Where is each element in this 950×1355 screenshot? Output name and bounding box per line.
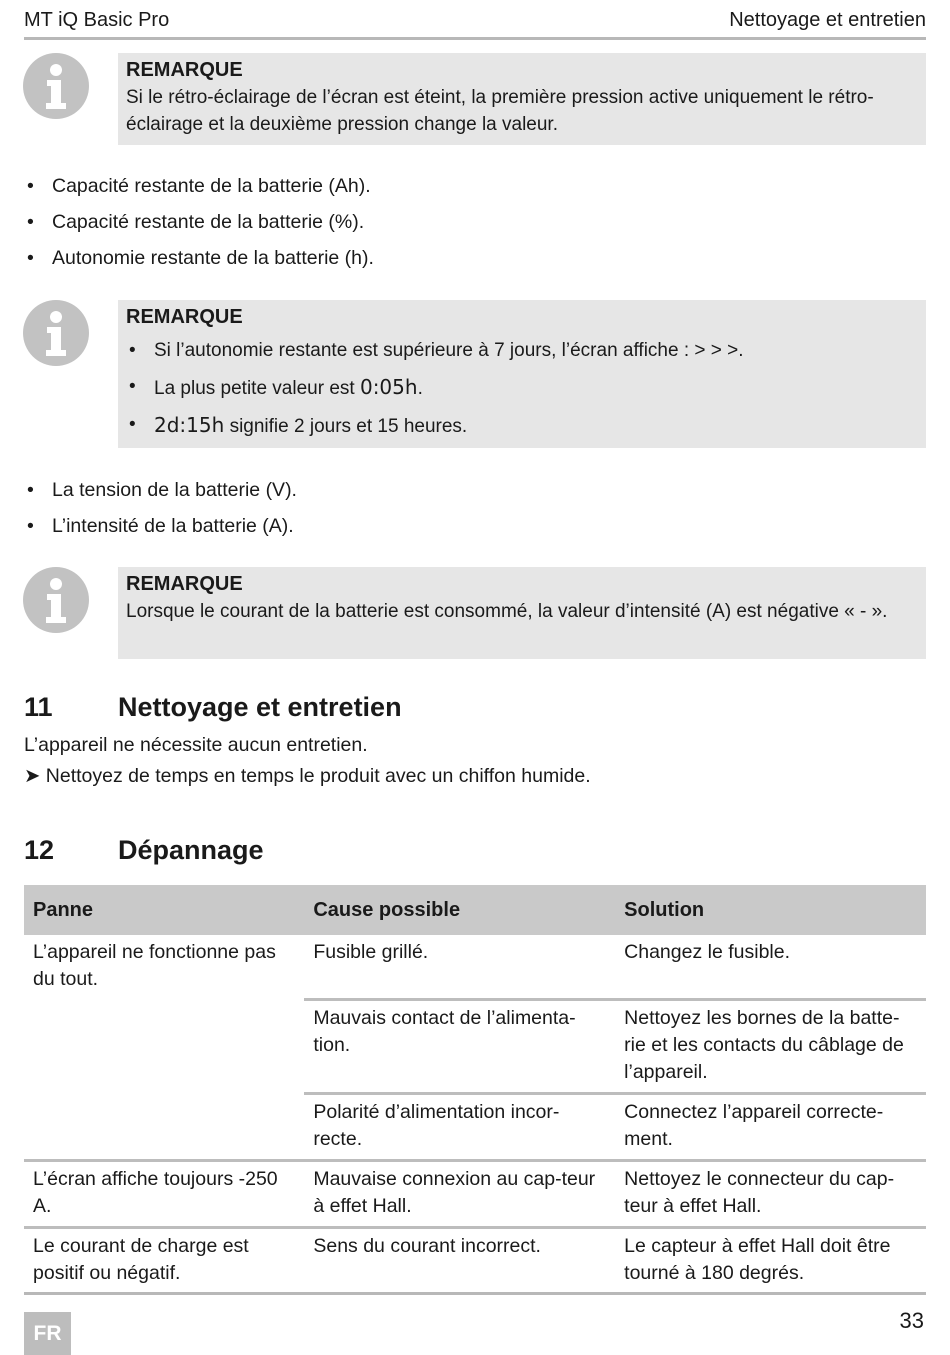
table-row [24,1160,926,1227]
note-title: REMARQUE [126,59,243,81]
page-number: 33 [899,1308,924,1333]
list-item: • Autonomie restante de la batterie (h). [24,240,374,276]
section-number: 12 [24,835,55,865]
arrow-icon: ➤ [24,765,41,787]
list-item: • Capacité restante de la batterie (Ah). [24,168,374,204]
instruction-text: Nettoyez de temps en temps le produit avec un chiffon humide. [45,765,591,787]
cell-panne: L’appareil ne fonctionne pas du tout. [33,941,276,990]
section-number: 11 [24,692,53,722]
cell-panne: Le courant de charge est positif ou négatif. [24,1227,304,1293]
column-header-solution: Solution [615,885,926,935]
note-list [126,333,918,445]
battery-electrical-list [24,472,297,544]
header-product-name: MT iQ Basic Pro [24,9,170,31]
cell-cause: Polarité d’alimentation incor-recte. [304,1093,615,1160]
note-title: REMARQUE [126,306,243,328]
list-item: • Capacité restante de la batterie (%). [24,204,374,240]
header-divider [24,37,926,40]
cell-solution: Nettoyez le connecteur du cap-teur à effet Hall. [615,1160,926,1227]
display-value: 2d:15h [154,413,225,437]
cell-cause: Fusible grillé. [313,941,429,963]
table-row [24,1227,926,1293]
instruction-step [24,764,591,788]
info-icon [23,567,89,633]
cell-cause: Mauvaise connexion au cap-teur à effet Hall. [304,1160,615,1227]
language-badge: FR [24,1312,71,1355]
cell-solution: Nettoyez les bornes de la batte-rie et les contacts du câblage de l’appareil. [615,999,926,1093]
cell-solution: Changez le fusible. [624,941,791,963]
note-item-text: Si l’autonomie restante est supérieure à 7 jours, l’écran affiche : > > >. [154,340,744,361]
cell-cause: Sens du courant incorrect. [304,1227,615,1293]
table-row [24,935,926,999]
section-heading-12 [24,835,264,866]
section-heading-11 [24,692,402,723]
table-header-row [24,885,926,935]
header-section-title: Nettoyage et entretien [729,9,926,31]
note-box-autonomy [118,300,926,448]
note-box-backlight [118,53,926,145]
list-item: • L’intensité de la batterie (A). [24,508,297,544]
note-title: REMARQUE [126,573,243,595]
cell-solution: Le capteur à effet Hall doit être tourné à 180 degrés. [615,1227,926,1293]
maintenance-text: L’appareil ne nécessite aucun entretien. [24,734,368,756]
info-icon [23,53,89,119]
list-item: • La tension de la batterie (V). [24,472,297,508]
column-header-cause: Cause possible [304,885,615,935]
list-item [126,369,918,407]
footer-divider [24,1292,926,1295]
section-title: Nettoyage et entretien [118,692,402,722]
info-icon [23,300,89,366]
section-title: Dépannage [118,835,264,865]
note-text: Si le rétro-éclairage de l’écran est éteint, la première pression active uniquement le rétro-éclairage et la deuxième pression change la valeur. [126,87,874,135]
list-item [126,407,918,445]
note-text: Lorsque le courant de la batterie est consommé, la valeur d’intensité (A) est négative « - ». [126,601,888,622]
note-item-text: . [417,378,423,399]
battery-values-list [24,168,374,276]
note-item-text: La plus petite valeur est [154,378,360,399]
cell-cause: Mauvais contact de l’alimenta-tion. [304,999,615,1093]
display-value: 0:05h [359,375,418,399]
note-box-current [118,567,926,659]
cell-solution: Connectez l’appareil correcte-ment. [615,1093,926,1160]
troubleshooting-table [24,885,926,1293]
note-item-text: signifie 2 jours et 15 heures. [224,416,468,437]
list-item [126,333,918,369]
cell-panne: L’écran affiche toujours -250 A. [24,1160,304,1227]
column-header-panne: Panne [24,885,304,935]
